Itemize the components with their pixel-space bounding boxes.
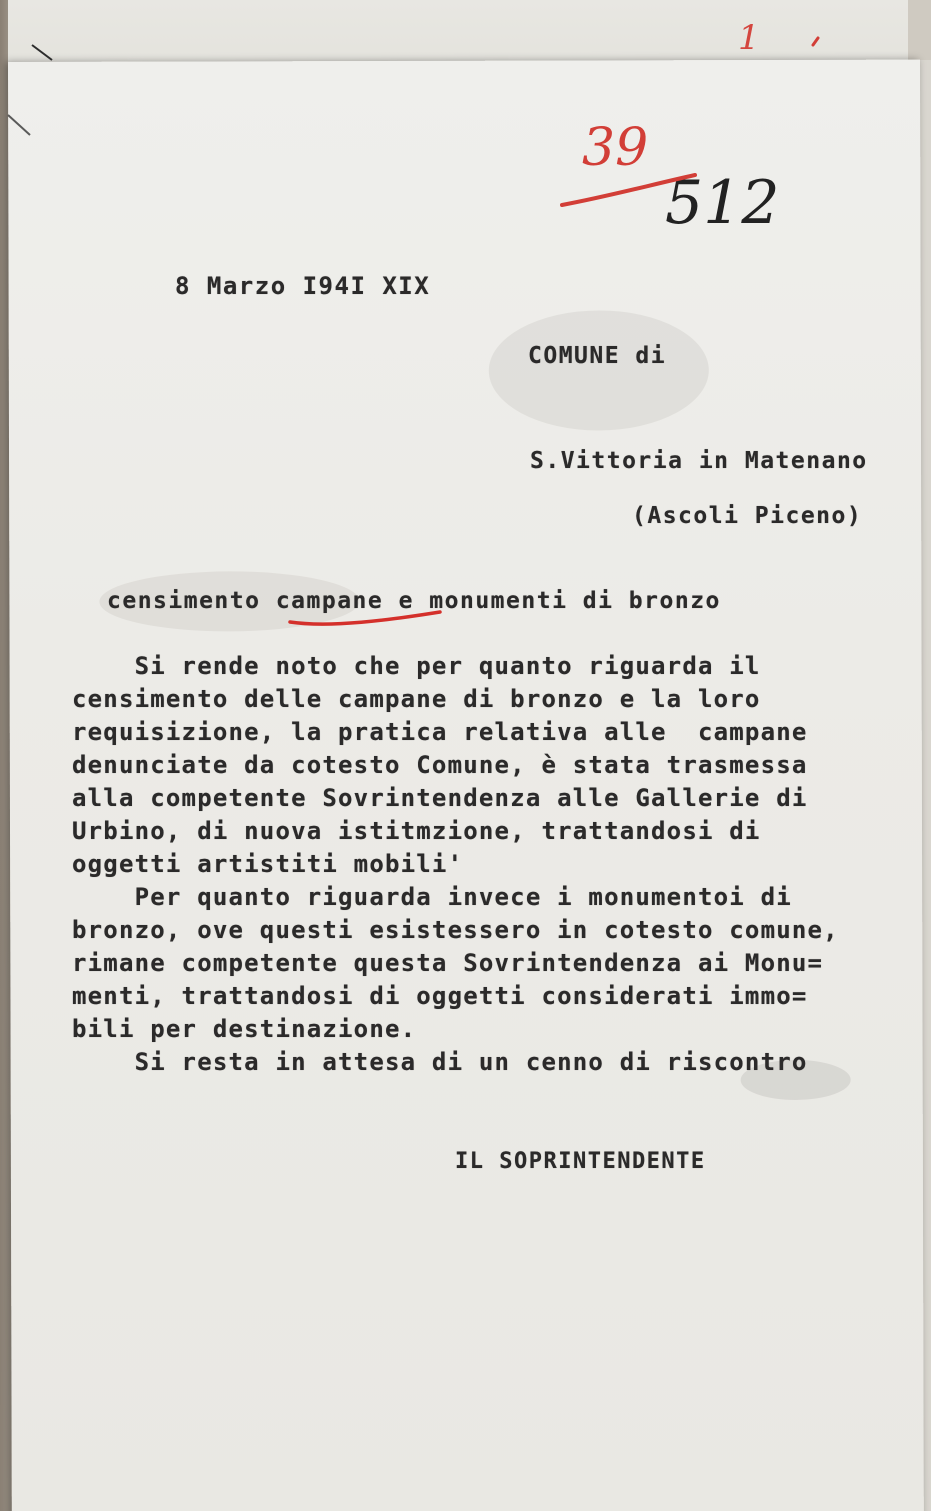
body-line: rimane competente questa Sovrintendenza ai Monu=: [72, 949, 824, 977]
red-pencil-number: 39: [582, 118, 649, 178]
body-line: oggetti artistiti mobili': [72, 850, 464, 878]
body-line: Urbino, di nuova istitmzione, trattandosi di: [72, 817, 761, 845]
body-line: bili per destinazione.: [72, 1015, 417, 1043]
body-line: bronzo, ove questi esistessero in cotesto comune,: [72, 916, 839, 944]
letter-subject: censimento campane e monumenti di bronzo: [107, 588, 721, 614]
recipient-line-3: (Ascoli Piceno): [632, 503, 863, 529]
recipient-line-2: S.Vittoria in Matenano: [530, 448, 868, 474]
body-line: menti, trattandosi di oggetti considerati immo=: [72, 982, 808, 1010]
protocol-number: 512: [665, 168, 780, 238]
body-line: Si resta in attesa di un cenno di riscontro: [72, 1048, 808, 1076]
recipient-line-1: COMUNE di: [528, 343, 667, 369]
letter-date: 8 Marzo I94I XIX: [175, 272, 431, 300]
body-line: requisizione, la pratica relativa alle campane: [72, 718, 808, 746]
body-line: censimento delle campane di bronzo e la loro: [72, 685, 761, 713]
body-line: Per quanto riguarda invece i monumentoi di: [72, 883, 792, 911]
body-line: Si rende noto che per quanto riguarda il: [72, 652, 761, 680]
red-pencil-mark: 1: [738, 18, 760, 58]
body-line: alla competente Sovrintendenza alle Gallerie di: [72, 784, 808, 812]
body-line: denunciate da cotesto Comune, è stata trasmessa: [72, 751, 808, 779]
signature-title: IL SOPRINTENDENTE: [455, 1149, 706, 1174]
